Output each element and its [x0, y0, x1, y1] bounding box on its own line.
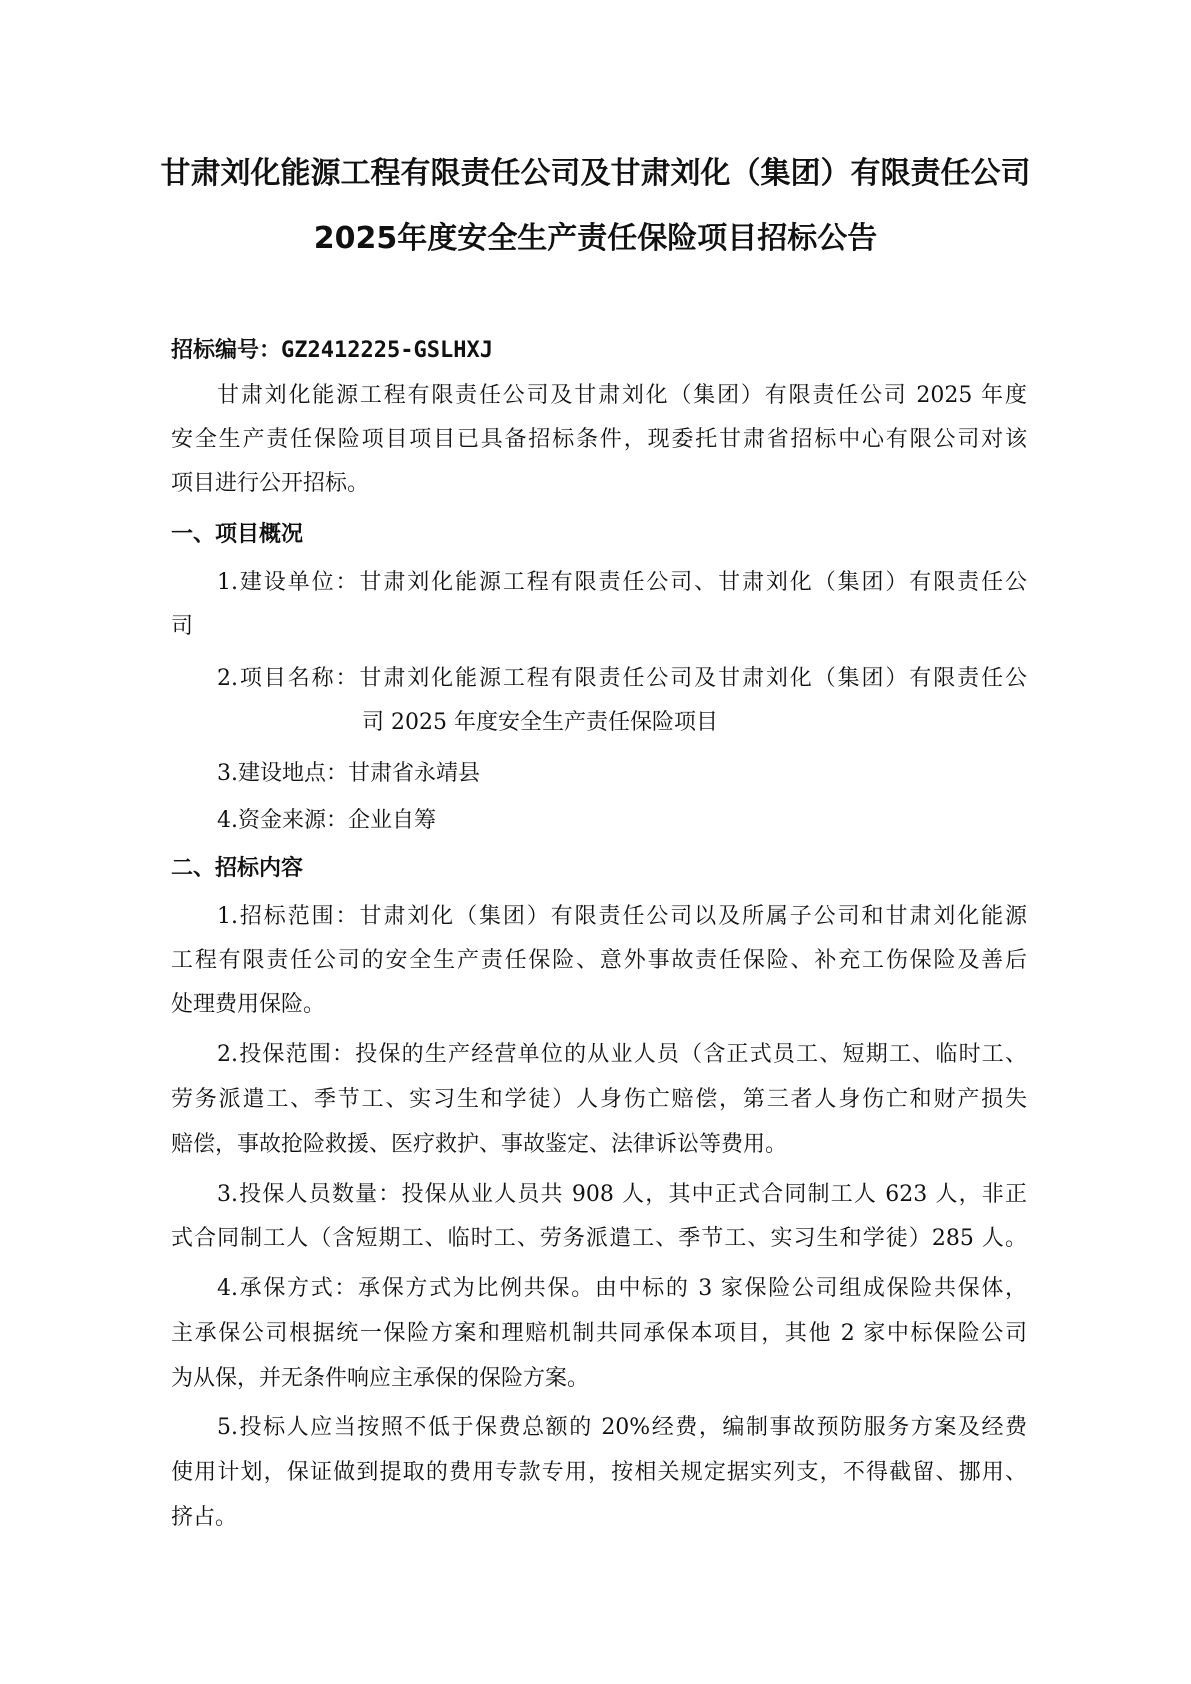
content-item-1-line-2: 工程有限责任公司的安全生产责任保险、意外事故责任保险、补充工伤保险及善后	[171, 948, 1027, 973]
intro-line-2: 安全生产责任保险项目项目已具备招标条件，现委托甘肃省招标中心有限公司对该	[171, 427, 1027, 452]
content-item-2-line-1: 2.投保范围：投保的生产经营单位的从业人员（含正式员工、短期工、临时工、	[217, 1042, 1027, 1067]
bid-number-value: GZ2412225-GSLHXJ	[281, 338, 493, 363]
document-title-line-2: 2025年度安全生产责任保险项目招标公告	[313, 221, 878, 256]
overview-item-4: 4.资金来源：企业自筹	[217, 808, 436, 833]
overview-item-2-line-1: 2.项目名称：甘肃刘化能源工程有限责任公司及甘肃刘化（集团）有限责任公	[217, 666, 1027, 691]
content-item-4-line-2: 主承保公司根据统一保险方案和理赔机制共同承保本项目，其他 2 家中标保险公司	[171, 1321, 1027, 1346]
content-item-4-line-1: 4.承保方式：承保方式为比例共保。由中标的 3 家保险公司组成保险共保体，	[217, 1276, 1027, 1301]
overview-item-3: 3.建设地点：甘肃省永靖县	[217, 761, 480, 786]
overview-item-1-line-2: 司	[171, 614, 194, 639]
intro-line-3: 项目进行公开招标。	[171, 471, 370, 496]
content-item-3-line-2: 式合同制工人（含短期工、临时工、劳务派遣工、季节工、实习生和学徒）285 人。	[171, 1226, 1027, 1251]
content-item-2-line-3: 赔偿，事故抢险救援、医疗救护、事故鉴定、法律诉讼等费用。	[171, 1132, 788, 1157]
section-heading-content: 二、招标内容	[171, 856, 304, 881]
intro-line-1: 甘肃刘化能源工程有限责任公司及甘肃刘化（集团）有限责任公司 2025 年度	[217, 383, 1027, 408]
bid-number	[171, 336, 493, 366]
content-item-4-line-3: 为从保，并无条件响应主承保的保险方案。	[171, 1366, 590, 1391]
bid-number-label: 招标编号：	[171, 338, 282, 363]
content-item-2-line-2: 劳务派遣工、季节工、实习生和学徒）人身伤亡赔偿，第三者人身伤亡和财产损失	[171, 1087, 1027, 1112]
section-heading-overview: 一、项目概况	[171, 522, 304, 547]
content-item-1-line-1: 1.招标范围：甘肃刘化（集团）有限责任公司以及所属子公司和甘肃刘化能源	[217, 904, 1027, 929]
overview-item-1-line-1: 1.建设单位：甘肃刘化能源工程有限责任公司、甘肃刘化（集团）有限责任公	[217, 570, 1027, 595]
content-item-1-line-3: 处理费用保险。	[171, 992, 326, 1017]
content-item-5-line-2: 使用计划，保证做到提取的费用专款专用，按相关规定据实列支，不得截留、挪用、	[171, 1460, 1027, 1485]
content-item-5-line-1: 5.投标人应当按照不低于保费总额的 20%经费，编制事故预防服务方案及经费	[217, 1415, 1027, 1440]
document-title-line-1: 甘肃刘化能源工程有限责任公司及甘肃刘化（集团）有限责任公司	[160, 156, 1031, 191]
content-item-5-line-3: 挤占。	[171, 1505, 238, 1530]
overview-item-2-line-2: 司 2025 年度安全生产责任保险项目	[362, 710, 718, 735]
content-item-3-line-1: 3.投保人员数量：投保从业人员共 908 人，其中正式合同制工人 623 人，非正	[217, 1182, 1027, 1207]
